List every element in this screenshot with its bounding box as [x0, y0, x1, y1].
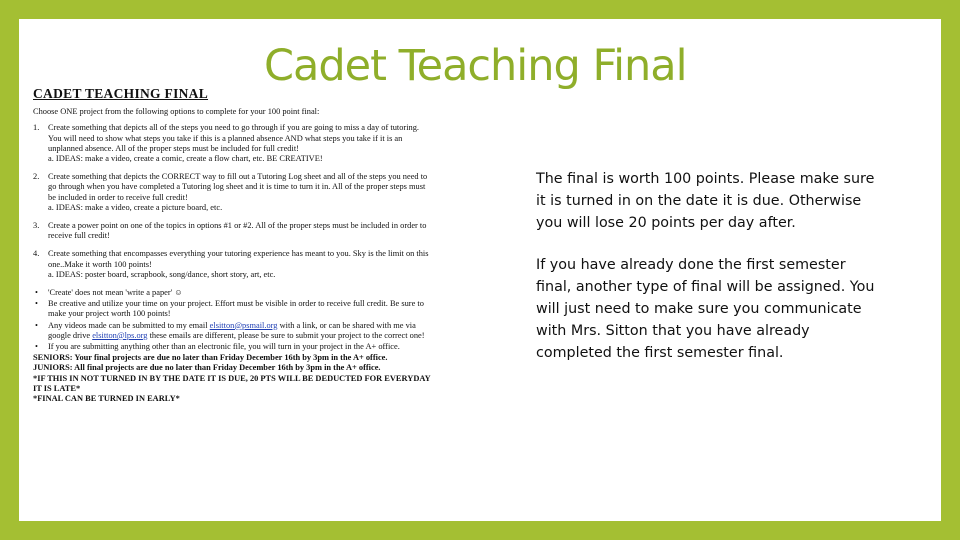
semester-paragraph: If you have already done the first semester final, another type of final will be assigned. You will just need to make sure you communicate with Mrs. Sitton that you have already completed the first semester final.: [536, 257, 875, 361]
option-text: Create something that encompasses everything your tutoring experience has meant to you. Sky is the limit on this one..Make it worth 100 points!: [48, 249, 429, 269]
note-text: with a link, or can be shared with me via google drive: [48, 320, 416, 340]
juniors-deadline: JUNIORS: All final projects are due no later than Friday December 16th by 3pm in the A+ office.: [33, 363, 381, 373]
slide-title: Cadet Teaching Final: [264, 41, 687, 91]
note-item: • Be creative and utilize your time on your project. Effort must be visible in order to receive full credit. Be sure to make your project worth 100 points!: [33, 299, 433, 319]
slide: [19, 19, 941, 521]
seniors-deadline: SENIORS: Your final projects are due no later than Friday December 16th by 3pm in the A+ office.: [33, 353, 388, 363]
slide-body: [536, 168, 881, 384]
option-ideas: a. IDEAS: make a video, create a picture board, etc.: [48, 202, 223, 212]
option-text: Create something that depicts the CORRECT way to fill out a Tutoring Log sheet and all of the steps you need to go through when you have completed a Tutoring log sheet and it is time to turn it in. All of the proper steps must be included in order to receive full credit!: [48, 172, 428, 202]
option-item: [33, 123, 433, 164]
doc-heading: CADET TEACHING FINAL: [33, 86, 209, 101]
email-link[interactable]: elsitton@psmail.org: [209, 320, 278, 330]
early-note: *FINAL CAN BE TURNED IN EARLY*: [33, 394, 180, 404]
option-number: 2.: [33, 172, 40, 182]
option-text: Create a power point on one of the topics in options #1 or #2. All of the proper steps must be included in order to receive full credit!: [48, 221, 427, 241]
note-text: these emails are different, please be sure to submit your project to the correct one!: [149, 330, 425, 340]
option-ideas: a. IDEAS: make a video, create a comic, create a flow chart, etc. BE CREATIVE!: [48, 154, 323, 164]
note-text: Any videos made can be submitted to my email: [48, 320, 208, 330]
option-text: Create something that depicts all of the steps you need to go through if you are going to miss a day of tutoring. You will need to show what steps you take if this is a planned absence AND what steps you take if it is an unplanned absence. All of the proper steps must be included for full credit!: [48, 123, 419, 153]
option-number: 3.: [33, 221, 40, 231]
option-item: [33, 221, 433, 241]
assignment-document-image: [33, 86, 433, 404]
option-item: [33, 249, 433, 280]
doc-intro: Choose ONE project from the following options to complete for your 100 point final:: [33, 107, 320, 117]
email-link[interactable]: elsitton@lps.org: [92, 330, 148, 340]
option-number: 4.: [33, 249, 40, 259]
note-item: • If you are submitting anything other than an electronic file, you will turn in your project in the A+ office.: [33, 342, 433, 352]
note-item: [33, 321, 433, 341]
option-ideas: a. IDEAS: poster board, scrapbook, song/dance, short story, art, etc.: [48, 269, 276, 279]
notes-list: [33, 288, 433, 352]
note-item: • 'Create' does not mean 'write a paper' ☺: [33, 288, 433, 298]
option-number: 1.: [33, 123, 40, 133]
option-item: [33, 172, 433, 213]
points-paragraph: The final is worth 100 points. Please make sure it is turned in on the date it is due. Otherwise you will lose 20 points per day after.: [536, 171, 875, 231]
late-warning: *IF THIS IN NOT TURNED IN BY THE DATE IT IS DUE, 20 PTS WILL BE DEDUCTED FOR EVERYDAY IT IS LATE*: [33, 373, 431, 393]
